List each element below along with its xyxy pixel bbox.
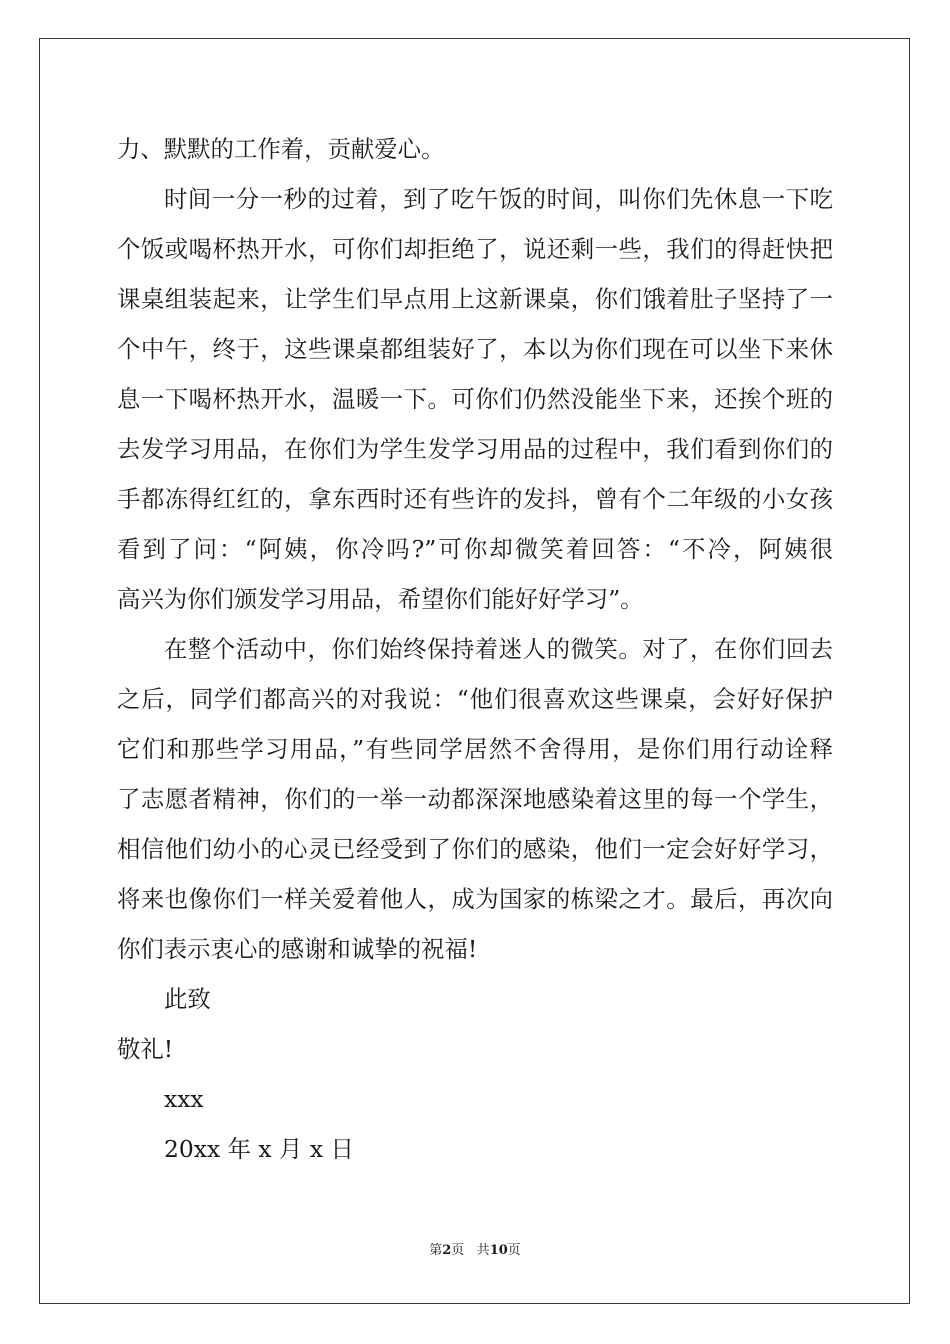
page-footer: [0, 1243, 950, 1259]
text-line: 课桌组装起来，让学生们早点用上这新课桌，你们饿着肚子坚持了一: [117, 285, 833, 313]
total-page-count: 10: [489, 1243, 508, 1258]
text-line: 了志愿者精神，你们的一举一动都深深地感染着这里的每一个学生，: [117, 785, 833, 813]
page-suffix: 页: [451, 1243, 465, 1258]
text-line: 高兴为你们颁发学习用品，希望你们能好好学习”。: [117, 585, 644, 613]
date-line: 20xx 年 x 月 x 日: [164, 1135, 354, 1163]
text-line: 息一下喝杯热开水，温暖一下。可你们仍然没能坐下来，还挨个班的: [117, 385, 833, 413]
closing-salutation: 此致: [164, 985, 211, 1013]
page-border: [39, 38, 910, 1304]
total-prefix: 共: [476, 1243, 490, 1258]
text-line: 将来也像你们一样关爱着他人，成为国家的栋梁之才。最后，再次向: [117, 885, 833, 913]
text-line: 之后，同学们都高兴的对我说：“他们很喜欢这些课桌，会好好保护: [117, 685, 833, 713]
current-page-number: 2: [442, 1243, 452, 1258]
text-line: 个中午，终于，这些课桌都组装好了，本以为你们现在可以坐下来休: [117, 335, 833, 363]
text-line: 它们和那些学习用品，”有些同学居然不舍得用，是你们用行动诠释: [117, 735, 833, 763]
text-line: 相信他们幼小的心灵已经受到了你们的感染，他们一定会好好学习，: [117, 835, 833, 863]
text-line: 在整个活动中，你们始终保持着迷人的微笑。对了，在你们回去: [164, 635, 833, 663]
total-suffix: 页: [507, 1243, 521, 1258]
closing-respect: 敬礼!: [117, 1035, 174, 1063]
text-line: 时间一分一秒的过着，到了吃午饭的时间，叫你们先休息一下吃: [164, 185, 833, 213]
signature: xxx: [164, 1085, 204, 1113]
text-line: 看到了问：“阿姨，你冷吗?”可你却微笑着回答：“不冷，阿姨很: [117, 535, 833, 563]
text-line: 去发学习用品，在你们为学生发学习用品的过程中，我们看到你们的: [117, 435, 833, 463]
text-line: 手都冻得红红的，拿东西时还有些许的发抖，曾有个二年级的小女孩: [117, 485, 833, 513]
text-line: 你们表示衷心的感谢和诚挚的祝福!: [117, 935, 478, 963]
text-line: 个饭或喝杯热开水，可你们却拒绝了，说还剩一些，我们的得赶快把: [117, 235, 833, 263]
text-line: 力、默默的工作着，贡献爱心。: [117, 135, 445, 163]
page-prefix: 第: [429, 1243, 443, 1258]
